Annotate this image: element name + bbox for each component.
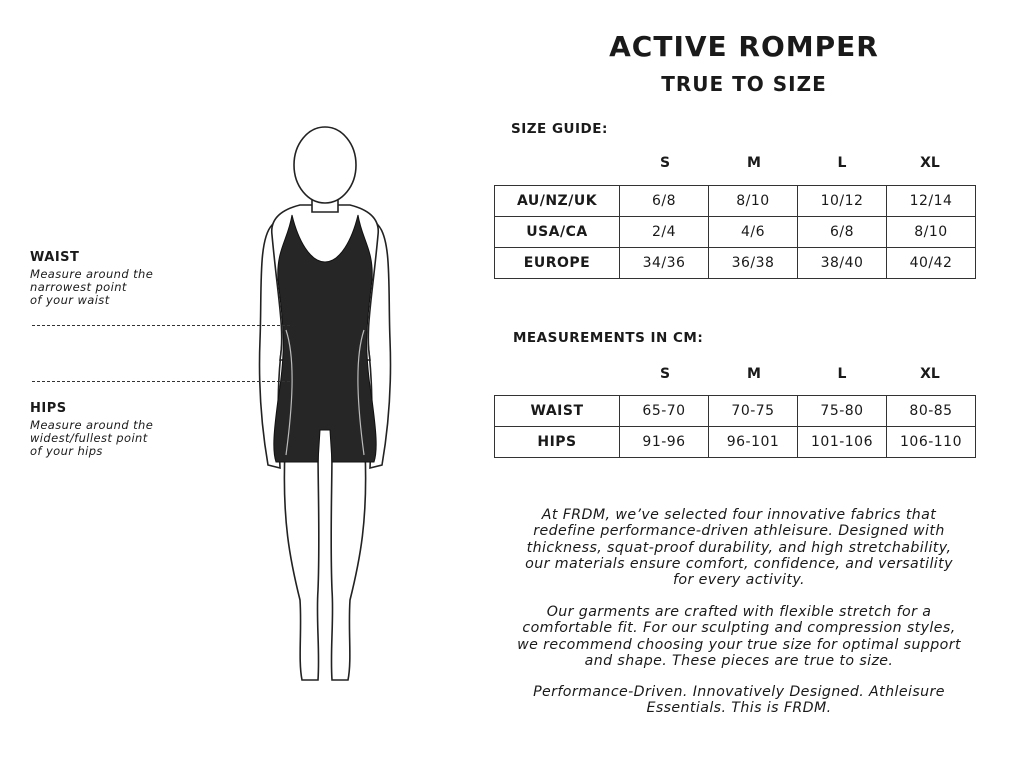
table-cell: 80-85 <box>887 396 976 427</box>
text-line: At FRDM, we’ve selected four innovative fabrics that <box>541 507 937 523</box>
waist-line: of your waist <box>30 293 110 307</box>
column-header: M <box>747 155 761 171</box>
hips-line: Measure around the <box>30 418 154 432</box>
hips-heading: HIPS <box>30 401 67 416</box>
column-header: L <box>837 155 847 171</box>
fabric-paragraph <box>496 507 982 588</box>
text-line: we recommend choosing your true size for optimal support <box>517 636 961 653</box>
row-label: EUROPE <box>495 248 620 279</box>
table-row <box>495 217 976 248</box>
table-cell: 65-70 <box>620 396 709 427</box>
table-cell: 6/8 <box>620 186 709 217</box>
text-line: for every activity. <box>673 572 805 589</box>
text-line: Performance-Driven. Innovatively Designed. Athleisure <box>533 684 945 700</box>
row-label: AU/NZ/UK <box>495 186 620 217</box>
column-header: L <box>837 366 847 382</box>
waist-line: Measure around the <box>30 267 154 281</box>
table-cell: 4/6 <box>709 217 798 248</box>
page-subtitle: TRUE TO SIZE <box>661 72 827 96</box>
text-line: Essentials. This is FRDM. <box>646 700 832 717</box>
table-cell: 40/42 <box>887 248 976 279</box>
text-line: thickness, squat-proof durability, and high stretchability, <box>526 539 952 556</box>
column-header: XL <box>920 366 940 382</box>
text-line: and shape. These pieces are true to size. <box>584 652 894 669</box>
measurements-heading: MEASUREMENTS IN CM: <box>513 330 704 346</box>
hips-line: widest/fullest point <box>30 431 148 445</box>
table-row <box>495 396 976 427</box>
table-cell: 101-106 <box>798 427 887 458</box>
table-cell: 34/36 <box>620 248 709 279</box>
hips-line: of your hips <box>30 444 103 458</box>
text-line: Our garments are crafted with flexible stretch for a <box>546 604 932 620</box>
tagline-paragraph <box>496 684 982 717</box>
table-cell: 12/14 <box>887 186 976 217</box>
table-cell: 10/12 <box>798 186 887 217</box>
measurements-table <box>494 395 976 458</box>
table-cell: 2/4 <box>620 217 709 248</box>
waist-instructions <box>30 268 153 307</box>
table-cell: 36/38 <box>709 248 798 279</box>
table-cell: 38/40 <box>798 248 887 279</box>
table-cell: 106-110 <box>887 427 976 458</box>
text-line: redefine performance-driven athleisure. Designed with <box>533 523 945 540</box>
table-cell: 91-96 <box>620 427 709 458</box>
waist-heading: WAIST <box>30 250 80 265</box>
page-title: ACTIVE ROMPER <box>609 30 879 63</box>
table-cell: 70-75 <box>709 396 798 427</box>
table-row <box>495 248 976 279</box>
column-header: S <box>659 155 671 171</box>
table-cell: 8/10 <box>887 217 976 248</box>
hips-instructions <box>30 419 153 458</box>
size-guide-table <box>494 185 976 279</box>
fit-paragraph <box>496 604 982 669</box>
text-line: our materials ensure comfort, confidence, and versatility <box>525 555 953 572</box>
column-header: M <box>747 366 761 382</box>
waist-dashed-line <box>32 325 290 326</box>
text-line: comfortable fit. For our sculpting and compression styles, <box>522 620 956 637</box>
row-label: WAIST <box>495 396 620 427</box>
table-cell: 8/10 <box>709 186 798 217</box>
table-row <box>495 186 976 217</box>
body-figure-illustration <box>230 120 430 690</box>
row-label: USA/CA <box>495 217 620 248</box>
row-label: HIPS <box>495 427 620 458</box>
column-header: XL <box>920 155 940 171</box>
column-header: S <box>659 366 671 382</box>
hips-dashed-line <box>32 381 290 382</box>
table-cell: 75-80 <box>798 396 887 427</box>
table-row <box>495 427 976 458</box>
size-guide-heading: SIZE GUIDE: <box>511 121 608 137</box>
waist-line: narrowest point <box>30 280 127 294</box>
table-cell: 96-101 <box>709 427 798 458</box>
table-cell: 6/8 <box>798 217 887 248</box>
